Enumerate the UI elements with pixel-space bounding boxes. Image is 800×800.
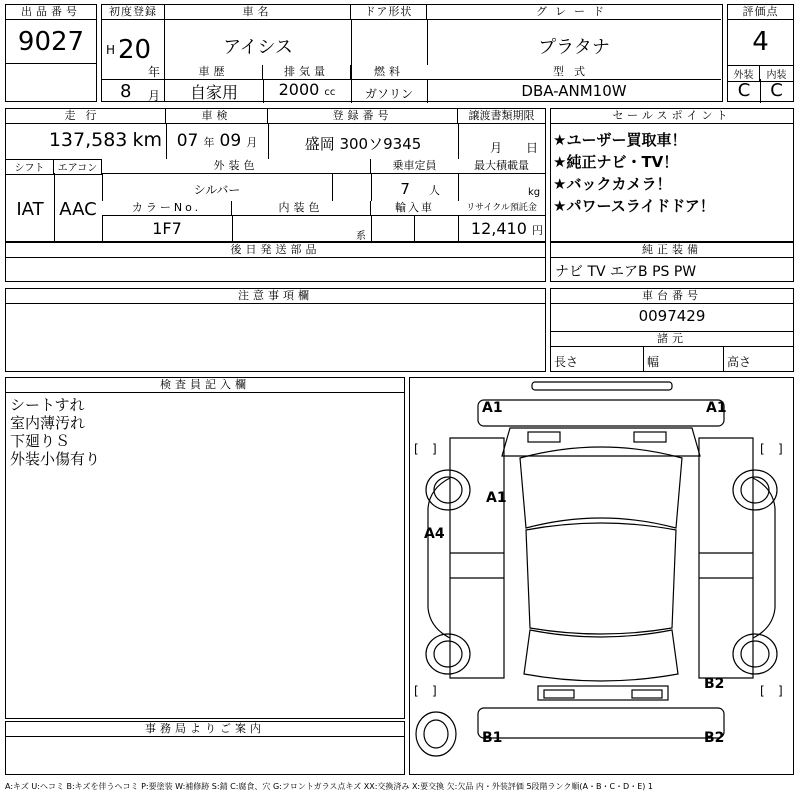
car-name: アイシス [223,37,293,58]
mileage-label: 走行 [6,109,166,124]
sales-points-box [550,108,794,242]
sales-point: ★パワースライドドア！ [553,197,715,215]
damage-mark: B2 [704,676,725,692]
office-label: 事務局よりご案内 [6,722,404,737]
interior-label: 内装 [760,66,793,82]
import-label: 輸入車 [371,201,458,216]
inspector-note: 外装小傷有り [10,450,101,468]
damage-mark: B2 [704,730,725,746]
load-label: 最大積載量 [458,159,545,174]
bracket-right-bot: [ [760,684,765,698]
score: 4 [752,27,769,57]
lot-number: 9027 [17,27,85,57]
interior-color-label: 内装色 [232,201,371,216]
notes-label: 注意事項欄 [6,289,545,304]
ac-label: エアコン [54,159,102,175]
legend: A:キズ U:ヘコミ B:キズを伴うヘコミ P:要塗装 W:補修跡 S:錆 C:腐食、穴 G:フロントガラス点キズ XX:交換済み X:要交換 欠:欠品 内・外装評価 5段階ランク順(A・B・C・D・E) 1 [5,782,654,791]
exterior-color: シルバー [193,183,241,197]
inspector-note: 下廻りＳ [10,432,71,450]
length-label: 長さ [554,355,579,369]
grade: プラタナ [538,37,610,58]
car-diagram-box [409,377,794,775]
recycle-label: リサイクル預託金 [458,201,545,216]
oem-box [550,242,794,282]
oem-label: 純正装備 [551,243,793,258]
inspector-label: 検査員記入欄 [6,378,404,393]
model-label: 型式 [427,65,721,80]
bracket-left-top: [ [414,442,419,456]
interior-color-unit: 系 [356,231,366,242]
transfer-day-unit: 日 [526,141,539,155]
first-reg-label: 初度登録 [102,5,164,20]
reg-month: 8 [120,81,132,102]
mileage: 137,583 km [48,129,162,151]
load-unit: kg [528,187,541,198]
bracket-right-top-r: ] [778,442,783,456]
recycle-fee: 12,410 円 [470,219,543,238]
bracket-left-bot: [ [414,684,419,698]
bracket-right-top: [ [760,442,765,456]
score-label: 評価点 [728,5,793,20]
fuel: ガソリン [364,87,413,101]
reg-number-label: 登録番号 [268,109,458,124]
lot-number-box [5,4,97,102]
chassis-label: 車台番号 [551,289,793,304]
damage-mark: B1 [482,730,503,746]
shift: IAT [16,199,44,220]
damage-mark: A4 [424,526,445,542]
sales-point: ★ユーザー買取車！ [553,131,687,149]
chassis-number: 0097429 [638,307,706,325]
month-unit: 月 [148,89,161,103]
displacement: 2000 cc [278,80,336,99]
first-registration-box [101,4,165,102]
inspection-label: 車検 [166,109,268,124]
exterior-label: 外装 [728,66,760,82]
dims-label: 諸元 [551,331,793,347]
capacity: 7 人 [400,180,440,198]
sales-point: ★バックカメラ！ [553,175,672,193]
later-parts-box [5,242,546,282]
color-no-label: カラーNo. [102,201,232,216]
details-grid [5,108,546,242]
top-grid [165,4,723,102]
reg-number: 盛岡 300ソ9345 [304,135,422,153]
inspector-notes [10,396,100,468]
grade-label: グレード [427,5,721,20]
bracket-left-bot-r: ] [432,684,437,698]
score-box [727,4,794,102]
model: DBA-ANM10W [521,82,627,100]
oem-equipment: ナビ TV エアB PS PW [555,264,697,280]
transfer-month-unit: 月 [490,141,503,155]
damage-mark: A1 [706,400,727,416]
inspection-date: 07 年 09 月 [176,131,258,151]
sales-point: ★純正ナビ・TV！ [553,153,679,171]
sales-label: セールスポイント [551,109,793,124]
capacity-label: 乗車定員 [371,159,458,174]
door-label: ドア形状 [351,5,427,20]
year-unit: 年 [148,65,161,79]
width-label: 幅 [647,355,660,369]
ac: AAC [59,199,97,220]
color-label: 外装色 [102,159,371,174]
color-no: 1F7 [152,219,182,238]
history: 自家用 [189,83,238,102]
car-diagram [410,378,793,774]
lot-number-label: 出品番号 [6,5,96,20]
era: H [106,43,116,57]
office-box [5,721,405,775]
reg-year: 20 [118,35,152,65]
fuel-label: 燃料 [351,65,427,80]
shift-label: シフト [6,159,54,175]
damage-mark: A1 [486,490,507,506]
inspector-box [5,377,405,719]
interior-grade: C [770,80,783,101]
later-parts-label: 後日発送部品 [6,243,545,258]
height-label: 高さ [727,355,752,369]
car-name-label: 車名 [165,5,351,20]
notes-box [5,288,546,372]
transfer-label: 譲渡書類期限 [458,109,545,124]
inspector-note: シートすれ [10,396,85,414]
displacement-label: 排気量 [263,65,351,80]
chassis-box [550,288,794,372]
damage-mark: A1 [482,400,503,416]
history-label: 車歴 [165,65,263,80]
sales-points-list [553,129,715,217]
bracket-right-bot-r: ] [778,684,783,698]
inspector-note: 室内薄汚れ [10,414,86,432]
exterior-grade: C [737,80,751,101]
bracket-left-top-r: ] [432,442,437,456]
